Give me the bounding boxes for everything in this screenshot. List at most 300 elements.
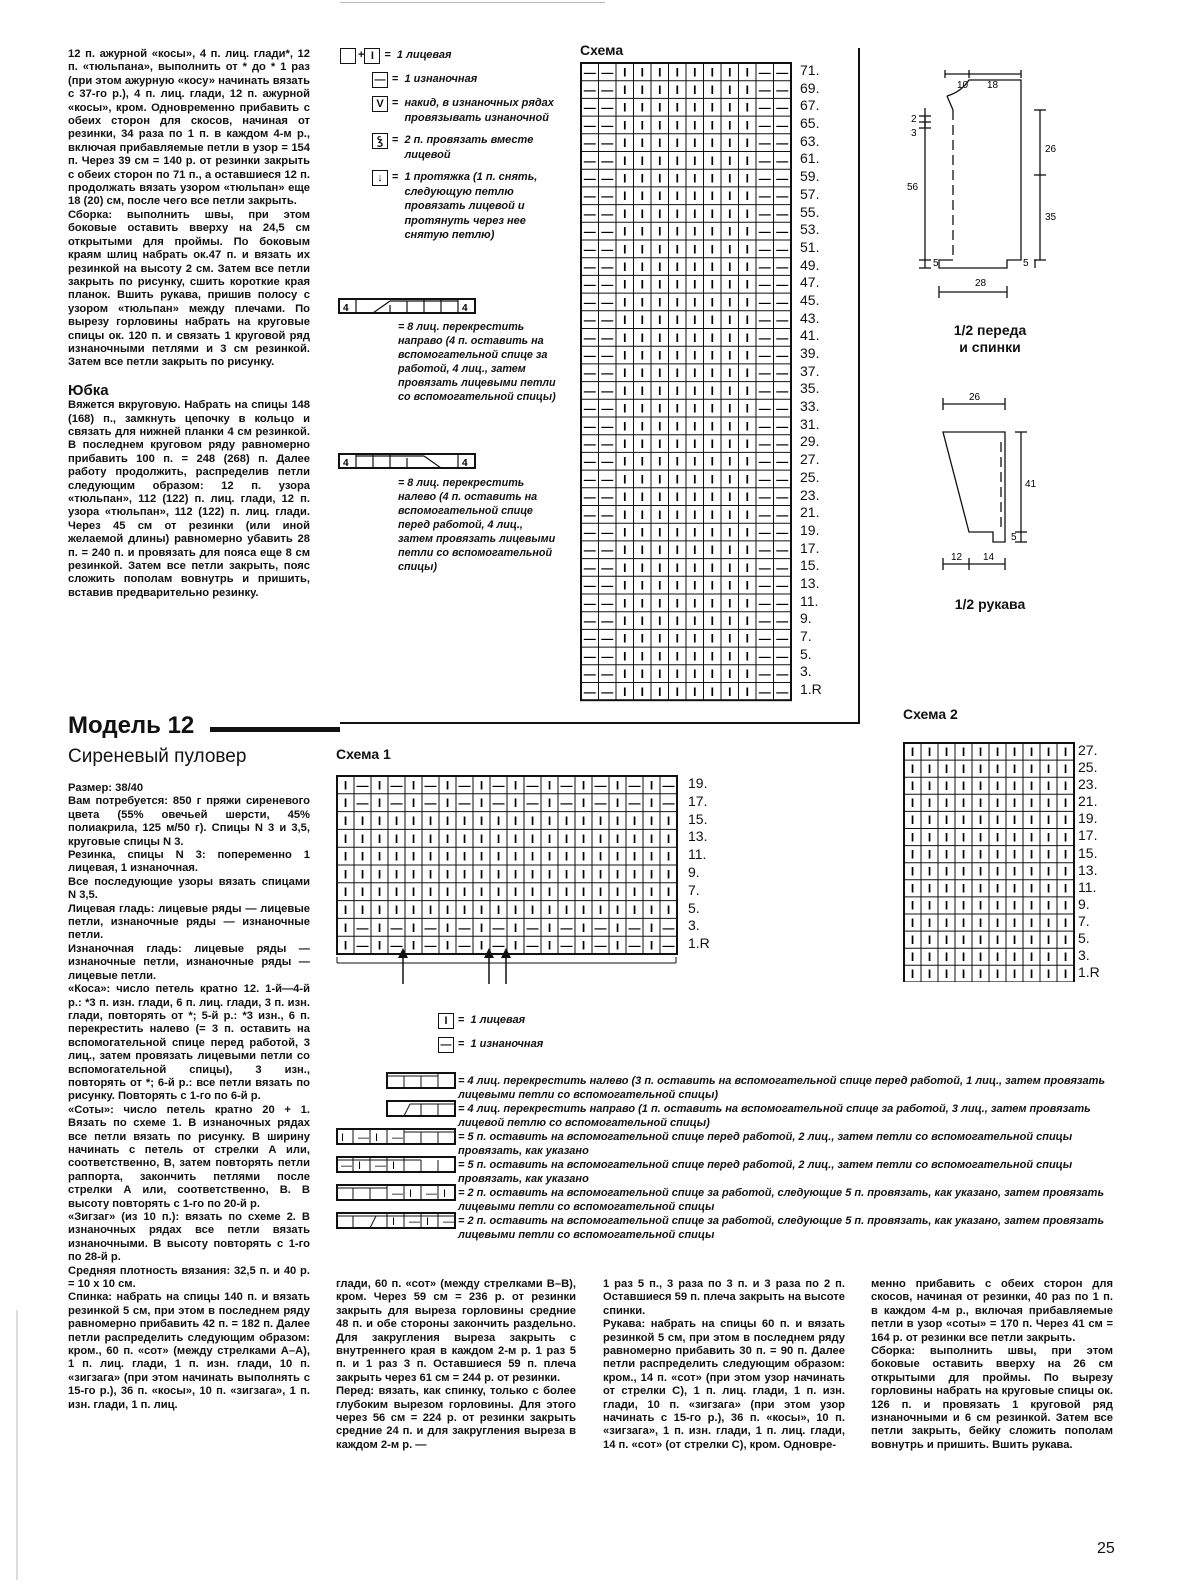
stitch-symbol: I bbox=[728, 206, 732, 221]
stitch-symbol: I bbox=[623, 543, 627, 558]
paragraph-text: глади, 60 п. «сот» (между стрелками В–В), кром. Через 59 см = 236 р. от резинки закрыть для выреза горловины средние 48 п. и обе стороны закончить раздельно. Для закругления выреза закрыть с внутреннего края в каждом 2-м р. 1 раз 5 п. и 1 раз 3 п. Оставшиеся 59 п. плеча закрыть через 61 см = 244 р. от резинки. bbox=[336, 1278, 576, 1384]
paragraph-label: Вам потребуется: bbox=[68, 795, 168, 808]
sleeve-diagram bbox=[925, 392, 1045, 572]
stitch-symbol: I bbox=[675, 171, 679, 186]
stitch-symbol: I bbox=[623, 295, 627, 310]
stitch-symbol: I bbox=[479, 849, 484, 864]
stitch-symbol: I bbox=[675, 383, 679, 398]
model12-column-5 bbox=[871, 1278, 1113, 1452]
stitch-symbol: I bbox=[995, 830, 1000, 845]
stitch-symbol: I bbox=[623, 366, 627, 381]
row-number: 39. bbox=[800, 345, 820, 361]
paragraph-text: менно прибавить с обеих сторон для скосов, начиная от резинки, 40 раз по 1 п. в каждом 4-м р., включая прибавляемые петли в узор «соты» = 170 п. Через 41 см = 164 р. от резинки все петли закрыть. bbox=[871, 1278, 1113, 1344]
stitch-symbol: I bbox=[658, 596, 662, 611]
stitch-symbol: I bbox=[411, 885, 416, 900]
stitch-symbol: I bbox=[978, 813, 983, 828]
stitch-symbol: — bbox=[583, 613, 596, 628]
row-number: 5. bbox=[800, 645, 812, 662]
stitch-symbol: I bbox=[944, 932, 949, 947]
stitch-symbol: I bbox=[640, 454, 644, 469]
stitch-symbol: I bbox=[581, 938, 586, 953]
stitch-symbol: I bbox=[961, 761, 966, 776]
stitch-symbol: I bbox=[728, 136, 732, 151]
stitch-symbol: I bbox=[1063, 932, 1068, 947]
stitch-symbol: I bbox=[675, 578, 679, 593]
stitch-symbol: — bbox=[583, 454, 596, 469]
stitch-symbol: I bbox=[728, 631, 732, 646]
row-number: 51. bbox=[800, 238, 820, 255]
row-number: 3. bbox=[688, 917, 700, 934]
text: выполнить швы, при этом боковые оставить вверху на 24,5 см открытыми для проймы. По боковым краям шлиц набрать ок.47 п. и вязать их резинкой на высоту 2 см. Затем все петли закрыть по рисунку, сшить короткие края планок. Вшить рукава, пришив полосу с узором «тюльпан» между плечами. По вырезу горловины набрать на круговые спицы ок. 120 п. и связать 1 круговой ряд изнаночными петлями и 3 см резинкой. Затем все петли закрыть по рисунку. bbox=[68, 208, 310, 369]
svg-text:I: I bbox=[409, 1188, 413, 1200]
stitch-symbol: — bbox=[583, 136, 596, 151]
stitch-symbol: — bbox=[758, 436, 771, 451]
stitch-symbol: I bbox=[394, 849, 399, 864]
stitch-symbol: — bbox=[583, 242, 596, 257]
stitch-symbol: — bbox=[776, 525, 789, 540]
row-number: 5. bbox=[1078, 930, 1090, 947]
stitch-symbol: — bbox=[601, 224, 614, 239]
cable-5-back-alt-symbol-icon bbox=[336, 1212, 458, 1230]
stitch-symbol: I bbox=[640, 118, 644, 133]
stitch-symbol: I bbox=[530, 867, 535, 882]
section-heading-skirt: Юбка bbox=[68, 381, 109, 399]
stitch-symbol: I bbox=[623, 189, 627, 204]
stitch-symbol: I bbox=[995, 950, 1000, 965]
paragraph-text: попеременно 1 лицевая, 1 изнаночная. bbox=[68, 849, 310, 875]
stitch-symbol: I bbox=[411, 831, 416, 846]
stitch-symbol: I bbox=[961, 744, 966, 759]
stitch-symbol: I bbox=[658, 100, 662, 115]
stitch-symbol: I bbox=[1063, 898, 1068, 913]
stitch-symbol: I bbox=[675, 348, 679, 363]
stitch-symbol: I bbox=[995, 796, 1000, 811]
stitch-symbol: I bbox=[623, 348, 627, 363]
stitch-symbol: — bbox=[526, 778, 539, 793]
stitch-symbol: I bbox=[675, 454, 679, 469]
stitch-symbol: I bbox=[564, 902, 569, 917]
paragraph bbox=[68, 849, 310, 876]
stitch-symbol: I bbox=[693, 454, 697, 469]
stitch-symbol: — bbox=[390, 778, 403, 793]
frame-line bbox=[858, 48, 860, 722]
stitch-symbol: I bbox=[623, 578, 627, 593]
stitch-symbol: I bbox=[710, 684, 714, 699]
stitch-symbol: — bbox=[356, 796, 369, 811]
stitch-symbol: — bbox=[601, 454, 614, 469]
paragraph bbox=[603, 1318, 845, 1452]
schema-row-numbers bbox=[800, 62, 840, 699]
paragraph bbox=[336, 1278, 576, 1385]
stitch-symbol: I bbox=[675, 401, 679, 416]
stitch-symbol: I bbox=[649, 796, 654, 811]
stitch-symbol: I bbox=[496, 831, 501, 846]
stitch-symbol: — bbox=[560, 778, 573, 793]
stitch-symbol: I bbox=[995, 847, 1000, 862]
stitch-symbol: I bbox=[640, 578, 644, 593]
stitch-symbol: — bbox=[601, 313, 614, 328]
stitch-symbol: I bbox=[728, 596, 732, 611]
stitch-symbol: I bbox=[728, 189, 732, 204]
paragraph bbox=[68, 782, 310, 795]
stitch-symbol: I bbox=[513, 831, 518, 846]
stitch-symbol: I bbox=[675, 596, 679, 611]
stitch-symbol: I bbox=[640, 65, 644, 80]
row-number: 25. bbox=[800, 468, 820, 485]
legend-row: + I = 1 лицевая bbox=[340, 48, 558, 64]
paragraph-label: Лицевая гладь: bbox=[68, 902, 155, 915]
stitch-symbol: I bbox=[693, 613, 697, 628]
stitch-symbol: I bbox=[693, 118, 697, 133]
legend-row: V = накид, в изнаночных рядах провязывать изнаночной bbox=[340, 96, 558, 125]
stitch-symbol: I bbox=[640, 277, 644, 292]
stitch-symbol: I bbox=[1029, 796, 1034, 811]
stitch-symbol: I bbox=[623, 631, 627, 646]
paragraph-label: Сборка: bbox=[871, 1345, 916, 1358]
stitch-symbol: I bbox=[496, 813, 501, 828]
stitch-symbol: I bbox=[1012, 779, 1017, 794]
stitch-symbol: I bbox=[411, 796, 416, 811]
stitch-symbol: I bbox=[640, 82, 644, 97]
stitch-symbol: — bbox=[560, 938, 573, 953]
row-number: 13. bbox=[688, 828, 708, 845]
stitch-symbol: I bbox=[944, 881, 949, 896]
stitch-symbol: I bbox=[728, 118, 732, 133]
stitch-symbol: I bbox=[910, 967, 915, 982]
stitch-symbol: I bbox=[479, 885, 484, 900]
stitch-symbol: I bbox=[479, 920, 484, 935]
stitch-symbol: I bbox=[978, 864, 983, 879]
stitch-symbol: I bbox=[445, 813, 450, 828]
paragraph bbox=[68, 943, 310, 983]
stitch-symbol: I bbox=[745, 189, 749, 204]
legend-text: 1 протяжка (1 п. снять, следующую петлю провязать лицевой и протянуть через нее снятую петлю) bbox=[404, 171, 538, 241]
stitch-symbol: I bbox=[910, 864, 915, 879]
stitch-symbol: I bbox=[944, 915, 949, 930]
stitch-symbol: I bbox=[1063, 830, 1068, 845]
stitch-symbol: I bbox=[710, 419, 714, 434]
stitch-symbol: I bbox=[496, 902, 501, 917]
stitch-symbol: — bbox=[583, 631, 596, 646]
stitch-symbol: I bbox=[961, 847, 966, 862]
paragraph-text: набрать на спицы 140 п. и вязать резинкой 5 см, при этом в последнем ряду равномерно прибавить 42 п. = 182 п. Далее петли распределить следующим образом: кром., 60 п. «сот» (между стрелками А–А), 1 п. лиц. глади, 1 п. изн. глади, 10 п. «зигзага» (при этом начинать выполнять с 15-го р.), 36 п. «косы», 10 п. «зигзага», 1 п. изн. глади, 1 п. лиц. bbox=[68, 1291, 310, 1411]
stitch-symbol: I bbox=[675, 436, 679, 451]
legend-text: 1 изнаночная bbox=[404, 73, 478, 85]
stitch-symbol: I bbox=[961, 898, 966, 913]
stitch-symbol: I bbox=[1046, 898, 1051, 913]
stitch-symbol: — bbox=[601, 330, 614, 345]
row-number: 3. bbox=[1078, 947, 1090, 964]
paragraph-text: число петель кратно 20 + 1. Вязать по схеме 1. В изнаночных рядах все петли вязать по рисунку. В ширину начинать с петель от стрелки А или, соответственно, В, затем повторять петли раппорта, закончить петлями после стрелки А или, соответственно, В. В высоту повторять с 1-го по 20-й р. bbox=[68, 1103, 310, 1210]
stitch-symbol: — bbox=[776, 649, 789, 664]
stitch-symbol: — bbox=[662, 796, 675, 811]
stitch-symbol: I bbox=[693, 65, 697, 80]
stitch-symbol: I bbox=[910, 950, 915, 965]
row-number: 43. bbox=[800, 309, 820, 326]
stitch-symbol: — bbox=[601, 596, 614, 611]
stitch-symbol: I bbox=[745, 118, 749, 133]
svg-text:56: 56 bbox=[907, 182, 919, 193]
stitch-symbol: — bbox=[776, 136, 789, 151]
stitch-symbol: I bbox=[658, 82, 662, 97]
row-number: 53. bbox=[800, 221, 820, 238]
stitch-symbol: I bbox=[343, 796, 348, 811]
stitch-symbol: I bbox=[693, 490, 697, 505]
stitch-symbol: — bbox=[758, 596, 771, 611]
cable-num: 4 bbox=[343, 303, 349, 314]
stitch-symbol: I bbox=[598, 813, 603, 828]
stitch-symbol: I bbox=[513, 938, 518, 953]
stitch-symbol: I bbox=[745, 525, 749, 540]
stitch-symbol: I bbox=[530, 813, 535, 828]
stitch-symbol: I bbox=[995, 864, 1000, 879]
stitch-symbol: I bbox=[728, 313, 732, 328]
row-number: 7. bbox=[800, 628, 812, 644]
stitch-symbol: — bbox=[776, 277, 789, 292]
stitch-symbol: — bbox=[601, 507, 614, 522]
stitch-symbol: I bbox=[710, 82, 714, 97]
stitch-symbol: I bbox=[564, 849, 569, 864]
stitch-symbol: I bbox=[728, 224, 732, 239]
stitch-symbol: I bbox=[530, 849, 535, 864]
cable-right-symbol-icon bbox=[338, 297, 478, 317]
stitch-symbol: I bbox=[693, 383, 697, 398]
row-number: 23. bbox=[800, 486, 820, 503]
stitch-symbol: I bbox=[411, 867, 416, 882]
stitch-symbol: I bbox=[693, 596, 697, 611]
svg-text:—: — bbox=[409, 1216, 420, 1228]
model12-column-3 bbox=[336, 1278, 576, 1452]
stitch-symbol: — bbox=[583, 596, 596, 611]
stitch-symbol: I bbox=[615, 831, 620, 846]
stitch-symbol: — bbox=[601, 543, 614, 558]
stitch-symbol: I bbox=[640, 543, 644, 558]
stitch-symbol: I bbox=[640, 153, 644, 168]
stitch-symbol: I bbox=[658, 454, 662, 469]
stitch-symbol: — bbox=[458, 796, 471, 811]
stitch-symbol: I bbox=[1012, 932, 1017, 947]
row-number: 15. bbox=[1078, 844, 1098, 861]
paragraph bbox=[68, 1211, 310, 1265]
stitch-symbol: I bbox=[513, 778, 518, 793]
stitch-symbol: I bbox=[377, 796, 382, 811]
stitch-symbol: I bbox=[649, 902, 654, 917]
stitch-symbol: I bbox=[675, 507, 679, 522]
stitch-symbol: I bbox=[927, 847, 932, 862]
knit-symbol-icon: I bbox=[438, 1013, 454, 1029]
paragraph-label: Резинка, спицы N 3: bbox=[68, 849, 206, 862]
stitch-symbol: — bbox=[758, 224, 771, 239]
stitch-symbol: I bbox=[623, 596, 627, 611]
stitch-symbol: — bbox=[601, 667, 614, 682]
stitch-symbol: I bbox=[649, 831, 654, 846]
diagram1-caption: 1/2 переда и спинки bbox=[953, 322, 1027, 355]
stitch-symbol: I bbox=[658, 684, 662, 699]
stitch-symbol: I bbox=[513, 920, 518, 935]
stitch-symbol: I bbox=[547, 920, 552, 935]
paragraph bbox=[871, 1278, 1113, 1345]
stitch-symbol: I bbox=[745, 560, 749, 575]
stitch-symbol: I bbox=[978, 761, 983, 776]
stitch-symbol: I bbox=[675, 277, 679, 292]
stitch-symbol: — bbox=[776, 578, 789, 593]
stitch-symbol: I bbox=[479, 831, 484, 846]
stitch-symbol: I bbox=[615, 796, 620, 811]
stitch-symbol: — bbox=[776, 82, 789, 97]
svg-text:12: 12 bbox=[951, 552, 963, 563]
stitch-symbol: — bbox=[583, 578, 596, 593]
stitch-symbol: — bbox=[776, 348, 789, 363]
paragraph bbox=[68, 903, 310, 943]
stitch-symbol: — bbox=[628, 920, 641, 935]
stitch-symbol: I bbox=[745, 313, 749, 328]
stitch-symbol: — bbox=[583, 277, 596, 292]
page-number: 25 bbox=[1097, 1540, 1115, 1557]
stitch-symbol: I bbox=[944, 796, 949, 811]
paragraph-label: Спинка: bbox=[68, 1291, 113, 1304]
legend-row: = 4 лиц. перекрестить направо (1 п. оставить на вспомогательной спице за работой, 3 лиц., затем провязать лицевой петлю со вспомогательной спицы) bbox=[336, 1100, 1116, 1128]
stitch-symbol: — bbox=[758, 277, 771, 292]
paragraph-text: вязать по схеме 2. В изнаночных рядах все петли вязать изнаночными. В высоту повторять с 1-го по 28-й р. bbox=[68, 1211, 310, 1264]
stitch-symbol: — bbox=[526, 796, 539, 811]
stitch-symbol: I bbox=[658, 171, 662, 186]
stitch-symbol: I bbox=[547, 902, 552, 917]
stitch-symbol: — bbox=[560, 920, 573, 935]
stitch-symbol: I bbox=[666, 813, 671, 828]
stitch-symbol: I bbox=[675, 613, 679, 628]
stitch-symbol: I bbox=[745, 153, 749, 168]
stitch-symbol: I bbox=[978, 779, 983, 794]
stitch-symbol: I bbox=[1063, 813, 1068, 828]
stitch-symbol: I bbox=[910, 830, 915, 845]
stitch-symbol: I bbox=[995, 761, 1000, 776]
paragraph-label: «Зигзаг» (из 10 п.): bbox=[68, 1211, 180, 1223]
schema1-title: Схема 1 bbox=[336, 746, 391, 762]
svg-text:14: 14 bbox=[983, 552, 995, 563]
stitch-symbol: I bbox=[623, 419, 627, 434]
stitch-symbol: I bbox=[394, 813, 399, 828]
row-number: 63. bbox=[800, 132, 820, 149]
svg-text:I: I bbox=[375, 1132, 379, 1144]
row-number: 23. bbox=[1078, 776, 1098, 793]
svg-text:26: 26 bbox=[969, 392, 981, 403]
stitch-symbol: I bbox=[581, 831, 586, 846]
stitch-symbol: I bbox=[728, 436, 732, 451]
stitch-symbol: I bbox=[428, 831, 433, 846]
stitch-symbol: — bbox=[583, 401, 596, 416]
stitch-symbol: I bbox=[693, 206, 697, 221]
stitch-symbol: I bbox=[623, 490, 627, 505]
stitch-symbol: I bbox=[728, 560, 732, 575]
stitch-symbol: — bbox=[758, 613, 771, 628]
stitch-symbol: I bbox=[745, 224, 749, 239]
stitch-symbol: I bbox=[693, 525, 697, 540]
row-number: 17. bbox=[688, 792, 708, 809]
stitch-symbol: — bbox=[758, 313, 771, 328]
cable-left-text: = 8 лиц. перекрестить налево (4 п. оставить на вспомогательной спице перед работой, 4 лиц., затем провязать лицевыми петли со вспомогательной спицы) bbox=[398, 477, 556, 573]
stitch-symbol: I bbox=[462, 813, 467, 828]
stitch-symbol: I bbox=[710, 596, 714, 611]
stitch-symbol: I bbox=[710, 118, 714, 133]
stitch-symbol: I bbox=[1029, 847, 1034, 862]
stitch-symbol: I bbox=[728, 472, 732, 487]
row-number: 35. bbox=[800, 380, 820, 397]
stitch-symbol: I bbox=[710, 631, 714, 646]
stitch-symbol: I bbox=[496, 885, 501, 900]
stitch-symbol: — bbox=[776, 224, 789, 239]
legend-text: 2 п. провязать вместе лицевой bbox=[404, 134, 534, 161]
stitch-symbol: I bbox=[640, 206, 644, 221]
stitch-symbol: I bbox=[623, 277, 627, 292]
stitch-symbol: I bbox=[623, 100, 627, 115]
stitch-symbol: I bbox=[564, 813, 569, 828]
stitch-symbol: I bbox=[728, 82, 732, 97]
stitch-symbol: I bbox=[581, 813, 586, 828]
stitch-symbol: I bbox=[710, 171, 714, 186]
stitch-symbol: I bbox=[640, 295, 644, 310]
stitch-symbol: — bbox=[583, 490, 596, 505]
row-number: 59. bbox=[800, 168, 820, 185]
stitch-symbol: — bbox=[601, 136, 614, 151]
stitch-symbol: — bbox=[601, 153, 614, 168]
row-number: 9. bbox=[688, 863, 700, 880]
arrow-up-icon bbox=[499, 948, 513, 984]
stitch-symbol: — bbox=[776, 684, 789, 699]
frame-line bbox=[340, 722, 860, 724]
stitch-symbol: I bbox=[462, 867, 467, 882]
stitch-symbol: I bbox=[658, 330, 662, 345]
stitch-symbol: I bbox=[564, 831, 569, 846]
stitch-symbol: I bbox=[728, 401, 732, 416]
stitch-symbol: I bbox=[658, 295, 662, 310]
stitch-symbol: I bbox=[693, 189, 697, 204]
stitch-symbol: I bbox=[728, 65, 732, 80]
stitch-symbol: I bbox=[666, 849, 671, 864]
row-number: 15. bbox=[688, 810, 708, 827]
stitch-symbol: — bbox=[662, 920, 675, 935]
stitch-symbol: I bbox=[745, 206, 749, 221]
stitch-symbol: I bbox=[343, 778, 348, 793]
cable-left-symbol-icon bbox=[338, 452, 478, 472]
stitch-symbol: — bbox=[601, 684, 614, 699]
stitch-symbol: — bbox=[776, 313, 789, 328]
stitch-symbol: I bbox=[581, 778, 586, 793]
stitch-symbol: I bbox=[547, 867, 552, 882]
stitch-symbol: I bbox=[658, 153, 662, 168]
label: Сборка: bbox=[68, 208, 113, 221]
paragraph-text: набрать на спицы 60 п. и вязать резинкой 5 см, при этом в последнем ряду равномерно прибавить 30 п. = 90 п. Далее петли распределить следующим образом: кром., 14 п. «сот» (при этом узор начинать от стрелки С), 1 п. лиц. глади, 1 п. изн. глади, 10 п. «зигзага» (при этом узор начинать с 15-го р.), 36 п. «косы», 10 п. «зигзага», 1 п. изн. глади, 1 п. лиц. глади, 14 п. «сот» (от стрелки С), кром. Одновре- bbox=[603, 1318, 845, 1451]
stitch-symbol: I bbox=[944, 744, 949, 759]
stitch-symbol: I bbox=[1063, 864, 1068, 879]
stitch-symbol: I bbox=[693, 330, 697, 345]
stitch-symbol: I bbox=[547, 796, 552, 811]
paragraph-label: Средняя плотность вязания: bbox=[68, 1264, 231, 1277]
stitch-symbol: — bbox=[758, 189, 771, 204]
stitch-symbol: I bbox=[530, 831, 535, 846]
stitch-symbol: I bbox=[623, 330, 627, 345]
stitch-symbol: I bbox=[640, 383, 644, 398]
stitch-symbol: I bbox=[623, 153, 627, 168]
stitch-symbol: I bbox=[675, 667, 679, 682]
stitch-symbol: I bbox=[411, 813, 416, 828]
stitch-symbol: I bbox=[377, 902, 382, 917]
stitch-symbol: I bbox=[658, 313, 662, 328]
stitch-symbol: I bbox=[710, 65, 714, 80]
stitch-symbol: I bbox=[693, 507, 697, 522]
stitch-symbol: I bbox=[581, 849, 586, 864]
stitch-symbol: I bbox=[1046, 830, 1051, 845]
paragraph-text: 38/40 bbox=[112, 782, 144, 794]
